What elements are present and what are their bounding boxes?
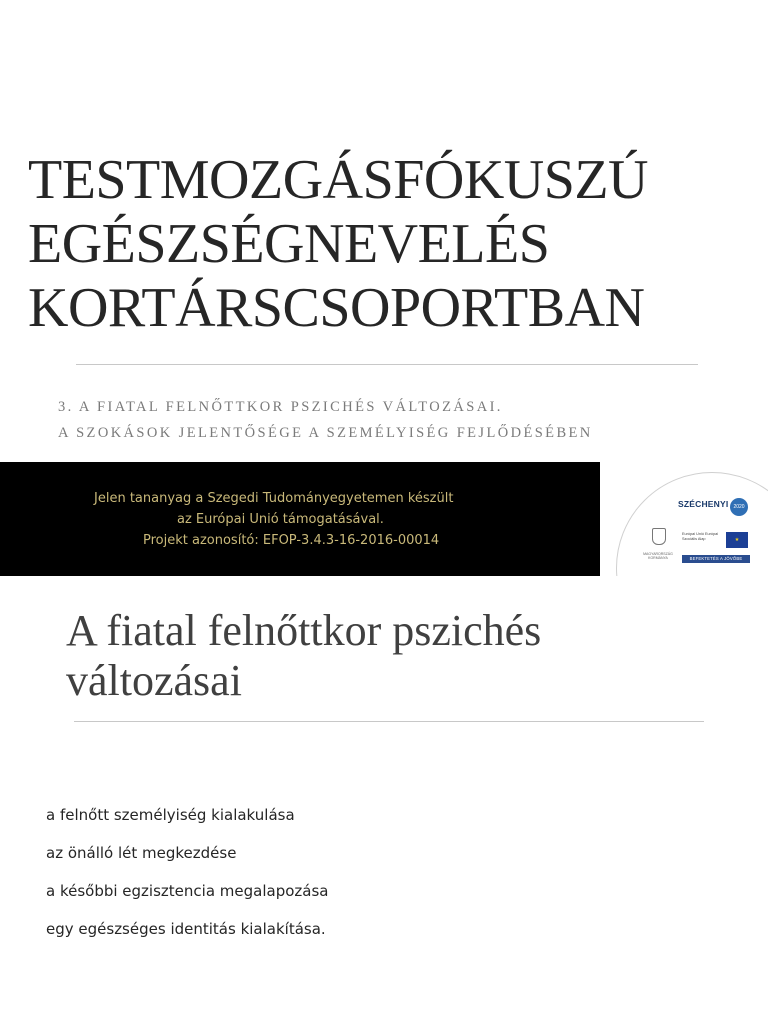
investment-bar: BEFEKTETÉS A JÖVŐBE — [682, 555, 750, 563]
title-divider — [76, 364, 698, 365]
title-line-3: KORTÁRSCSOPORTBAN — [28, 277, 645, 339]
list-item: a felnőtt személyiség kialakulása — [46, 806, 295, 824]
funding-line-2: az Európai Unió támogatásával. — [177, 512, 384, 527]
szechenyi-logo-text: SZÉCHENYI — [678, 499, 729, 509]
main-title — [28, 148, 758, 340]
subtitle — [58, 394, 758, 446]
szechenyi-pin-icon: 2020 — [730, 498, 748, 516]
hungarian-crest-icon — [652, 528, 666, 545]
slide-title-line-2: változásai — [66, 656, 242, 705]
slide-title — [66, 606, 746, 706]
list-item: a későbbi egzisztencia megalapozása — [46, 882, 329, 900]
funding-line-3: Projekt azonosító: EFOP-3.4.3-16-2016-00014 — [143, 533, 440, 548]
subtitle-line-2: A SZOKÁSOK JELENTŐSÉGE A SZEMÉLYISÉG FEJLŐDÉSÉBEN — [58, 425, 593, 441]
title-line-1: TESTMOZGÁSFÓKUSZÚ — [28, 149, 648, 211]
eu-flag-icon: ★ — [726, 532, 748, 548]
title-line-2: EGÉSZSÉGNEVELÉS — [28, 213, 550, 275]
bullet-list — [46, 806, 328, 958]
list-item: az önálló lét megkezdése — [46, 844, 237, 862]
government-caption: MAGYARORSZÁG KORMÁNYA — [643, 552, 673, 560]
funding-text — [0, 488, 600, 551]
list-item: egy egészséges identitás kialakítása. — [46, 920, 326, 938]
eu-fund-text: Európai Unió Európai Szociális Alap — [682, 532, 719, 541]
funding-line-1: Jelen tananyag a Szegedi Tudományegyetemen készült — [94, 491, 454, 506]
funding-banner — [0, 462, 600, 576]
slide-title-divider — [74, 721, 704, 722]
subtitle-line-1: 3. A FIATAL FELNŐTTKOR PSZICHÉS VÁLTOZÁSAI. — [58, 399, 503, 415]
slide-title-line-1: A fiatal felnőttkor pszichés — [66, 606, 542, 655]
szechenyi-logo-block — [600, 462, 768, 576]
content-slide — [0, 576, 768, 1024]
